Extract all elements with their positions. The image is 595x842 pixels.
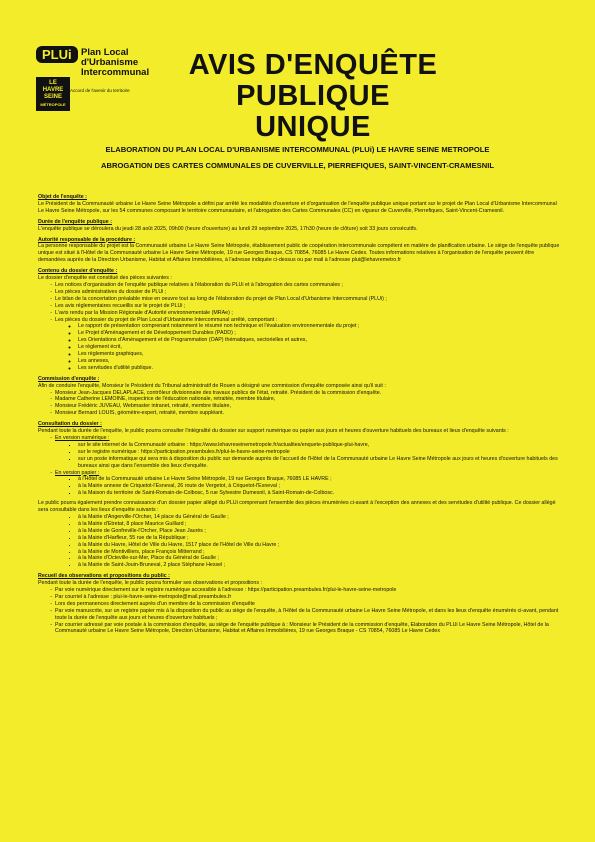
recueil-list bbox=[38, 587, 560, 635]
list-item: ◦ Les règlements graphiques, bbox=[78, 351, 560, 358]
brand-line: LE bbox=[49, 80, 57, 86]
section-title-objet: Objet de l'enquête : bbox=[38, 194, 87, 200]
contenu-sublist bbox=[38, 323, 560, 371]
section-title-commission: Commission d'enquête : bbox=[38, 375, 100, 382]
autorite-text: La personne responsable du projet est la Communauté urbaine Le Havre Seine Métropole, établissement public de coopération intercommunale compétent en matière de planification urbaine. Le siège de l'enquête publique unique est situé à l'Hôtel de la Communauté urbaine Le Havre Seine Métropole, 19 rue Georges Braque, CS 70854, 76085 Le Havre Cedex. Toutes informations relatives à l'organisation de l'enquête peuvent être demandées auprès de la Direction Urbanisme, Habitat et Affaires Immobilières, à l'adresse indiquée ci-dessus ou par mail à l'adresse plui@lehavremetro.fr bbox=[38, 243, 560, 264]
section-title-contenu: Contenu du dossier d'enquête : bbox=[38, 268, 118, 275]
list-item: ◦ Les Orientations d'Aménagement et de Programmation (OAP) thématiques, sectorielles et autres, bbox=[78, 337, 560, 344]
title-line: PUBLIQUE UNIQUE bbox=[236, 80, 390, 143]
list-item: • à la Mairie du Havre, Hôtel de Ville du Havre, 1517 place de l'Hôtel de Ville du Havre ; bbox=[78, 542, 560, 549]
list-item: - Les pièces du dossier du projet de Plan Local d'Urbanisme Intercommunal arrêté, comportant : bbox=[55, 317, 560, 324]
list-item: ◦ Les annexes, bbox=[78, 358, 560, 365]
plui-logo-line: d'Urbanisme bbox=[81, 57, 139, 68]
consultation-intro: Pendant toute la durée de l'enquête, le public pourra consulter l'intégralité du dossier sur support numérique ou papier aux jours et heures d'ouverture habituels des bureaux et lieux d'enquête suivants : bbox=[38, 428, 509, 435]
consultation-numerique bbox=[38, 435, 560, 442]
list-item: ◦ Les servitudes d'utilité publique. bbox=[78, 365, 560, 372]
list-item: ▪ à la Mairie annexe de Criquetot-l'Esneval, 26 route de Vergetot, à Criquetot-l'Esneval ; bbox=[78, 483, 560, 490]
plui-logo-line: Plan Local bbox=[81, 47, 129, 58]
list-item: • à la Mairie de Montivilliers, place François Mitterrand ; bbox=[78, 549, 560, 556]
brand-line: SEINE bbox=[43, 94, 62, 100]
title-line: AVIS D'ENQUÊTE bbox=[188, 49, 438, 81]
le-havre-seine-logo bbox=[36, 77, 70, 111]
list-item: • à la Mairie d'Harfleur, 55 rue de la République ; bbox=[78, 535, 560, 542]
list-item: - Par voie numérique directement sur le registre numérique accessible à l'adresse : https://participation.preambules.fr/plui-le-havre-seine-metropole bbox=[55, 587, 560, 594]
list-item bbox=[55, 435, 560, 442]
objet-text: Le Président de la Communauté urbaine Le Havre Seine Métropole a défini par arrêté les modalités d'ouverture et d'organisation de l'enquête publique unique portant sur le projet de Plan Local d'Urbanisme Intercommunal Le Havre Seine Métropole, sur les 54 communes composant le territoire communautaire, et l'abrogation des Cartes Communales (CC) en vigueur de Cuverville, Pierrefiques, Saint-Vincent-Cramesnil. bbox=[38, 200, 557, 214]
logo-tagline: Accord de l'avenir du territoire bbox=[70, 88, 130, 93]
recueil-intro: Pendant toute la durée de l'enquête, le public pourra formuler ses observations et propositions : bbox=[38, 580, 262, 587]
commission-list bbox=[38, 390, 560, 418]
brand-line: MÉTROPOLE bbox=[40, 102, 66, 107]
plui-logo bbox=[36, 46, 166, 108]
list-item: ◦ Le règlement écrit, bbox=[78, 344, 560, 351]
extrait-intro: Le public pourra également prendre connaissance d'un dossier papier allégé du PLUi comprenant l'ensemble des pièces énumérées ci-avant à l'exception des annexes et des servitudes d'utilité publique. Ce dossier allégé sera consultable dans les lieux d'enquête suivants : bbox=[38, 500, 556, 514]
list-item: - Lors des permanences directement auprès d'un membre de la commission d'enquête bbox=[55, 601, 560, 608]
list-item: ▪ à l'Hôtel de la Communauté urbaine Le Havre Seine Métropole, 19 rue Georges Braque, 76085 LE HAVRE ; bbox=[78, 476, 560, 483]
notice-body bbox=[38, 190, 560, 635]
list-item: - Par voie manuscrite, sur un registre papier mis à la disposition du public au siège de l'enquête, à l'Hôtel de la Communauté urbaine Le Havre Seine Métropole, et dans les lieux d'enquête énumérés ci-avant, pendant toute la durée de l'enquête aux jours et heures d'ouverture habituels ; bbox=[55, 608, 560, 622]
duree-text: L'enquête publique se déroulera du jeudi 28 août 2025, 09h00 (heure d'ouverture) au lundi 29 septembre 2025, 17h30 (heure de clôture) soit 33 jours consécutifs. bbox=[38, 225, 418, 232]
page-subtitle bbox=[40, 142, 555, 174]
list-item: • à la Mairie de Saint-Jouin-Bruneval, 2 place Stéphane Hessel ; bbox=[78, 562, 560, 569]
list-item: - Les avis réglementaires recueillis sur le projet de PLUi ; bbox=[55, 303, 560, 310]
list-item: - Par courriel à l'adresse : plui-le-havre-seine-metropole@mail.preambules.fr bbox=[55, 594, 560, 601]
list-item: - Par courrier adressé par voie postale à la commission d'enquête, au siège de l'enquête publique à : Monsieur le Président de la commission d'enquête, Elaboration du PLUi Le Havre Seine Métropole, Hôtel de la Communauté urbaine Le Havre Seine Métropole, Direction Urbanisme, Habitat et Affaires Immobilières, 19 rue Georges Braque - CS 70854, 76085 Le Havre Cedex bbox=[55, 622, 560, 636]
section-title-autorite: Autorité responsable de la procédure : bbox=[38, 236, 136, 243]
list-item: - Les notices d'organisation de l'enquête publique relatives à l'élaboration du PLUi et à l'abrogation des cartes communales ; bbox=[55, 282, 560, 289]
list-item: ▪ sur un poste informatique qui sera mis à disposition du public sur demande auprès de l'accueil de l'Hôtel de la Communauté urbaine Le Havre Seine Métropole aux jours et heures d'ouverture habituels des bureaux ainsi que dans l'ensemble des lieux d'enquête. bbox=[78, 456, 560, 470]
list-item: ▪ sur le registre numérique : https://participation.preambules.fr/plui-le-havre-seine-metropole bbox=[78, 449, 560, 456]
list-item: - Monsieur Bernard LOUIS, géomètre-expert, retraité, membre suppléant. bbox=[55, 410, 560, 417]
papier-title: En version papier : bbox=[55, 469, 100, 476]
section-title-consultation: Consultation du dossier : bbox=[38, 421, 102, 428]
list-item: - Madame Catherine LEMOINE, inspectrice de l'éducation nationale, retraitée, membre titulaire, bbox=[55, 396, 560, 403]
plui-logo-text bbox=[81, 48, 171, 78]
list-item: • à la Mairie d'Octeville-sur-Mer, Place du Général de Gaulle ; bbox=[78, 555, 560, 562]
consultation-papier bbox=[38, 470, 560, 477]
page-title bbox=[185, 50, 441, 143]
section-title-duree: Durée de l'enquête publique : bbox=[38, 218, 112, 225]
list-item: ◦ Le rapport de présentation comprenant notamment le résumé non technique et l'évaluation environnementale du projet ; bbox=[78, 323, 560, 330]
mairies-list bbox=[38, 514, 560, 569]
contenu-list bbox=[38, 282, 560, 323]
list-item: - Le bilan de la concertation préalable mise en oeuvre tout au long de l'élaboration du projet de Plan Local d'Urbanisme Intercommunal (PLUi) ; bbox=[55, 296, 560, 303]
papier-list bbox=[38, 476, 560, 497]
plui-logo-line: Intercommunal bbox=[81, 67, 150, 78]
plui-pill: PLUi bbox=[36, 46, 78, 63]
list-item: - Monsieur Jean-Jacques DELAPLACE, contrôleur divisionnaire des travaux publics de l'état, retraité. Président de la commission d'enquête. bbox=[55, 390, 560, 397]
list-item: ▪ à la Maison du territoire de Saint-Romain-de-Colbosc, 5 rue Sylvestre Dumesnil, à Saint-Romain-de-Colbosc. bbox=[78, 490, 560, 497]
contenu-intro: Le dossier d'enquête est constitué des pièces suivantes : bbox=[38, 275, 172, 282]
section-title-recueil: Recueil des observations et propositions du public : bbox=[38, 573, 170, 580]
list-item: - Monsieur Frédéric JUVEAU, Webmaster intranet, retraité, membre titulaire, bbox=[55, 403, 560, 410]
numerique-title: En version numérique : bbox=[55, 435, 110, 441]
numerique-list bbox=[38, 442, 560, 470]
commission-intro: Afin de conduire l'enquête, Monsieur le Président du Tribunal administratif de Rouen a désigné une commission d'enquête composée ainsi qu'il suit : bbox=[38, 382, 386, 389]
list-item: - L'avis rendu par la Mission Régionale d'Autorité environnementale (MRAe) ; bbox=[55, 310, 560, 317]
list-item: • à la Mairie d'Etretat, 8 place Maurice Guillard ; bbox=[78, 521, 560, 528]
brand-line: HAVRE bbox=[42, 87, 64, 93]
list-item: - Les pièces administratives du dossier de PLUi ; bbox=[55, 289, 560, 296]
list-item: • à la Mairie d'Angerville-l'Orcher, 14 place du Général de Gaulle ; bbox=[78, 514, 560, 521]
list-item: ◦ Le Projet d'Aménagement et de Développement Durables (PADD) ; bbox=[78, 330, 560, 337]
list-item: ▪ sur le site internet de la Communauté urbaine : https://www.lehavreseinemetropole.fr/actualites/enquete-publique-plui-havre, bbox=[78, 442, 560, 449]
subtitle-line: ELABORATION DU PLAN LOCAL D'URBANISME INTERCOMMUNAL (PLUi) LE HAVRE SEINE METROPOLE bbox=[105, 145, 490, 154]
list-item bbox=[55, 470, 560, 477]
subtitle-line: ABROGATION DES CARTES COMMUNALES DE CUVERVILLE, PIERREFIQUES, SAINT-VINCENT-CRAMESNIL bbox=[101, 161, 494, 170]
list-item: • à la Mairie de Gonfreville-l'Orcher, Place Jean Jaurès ; bbox=[78, 528, 560, 535]
